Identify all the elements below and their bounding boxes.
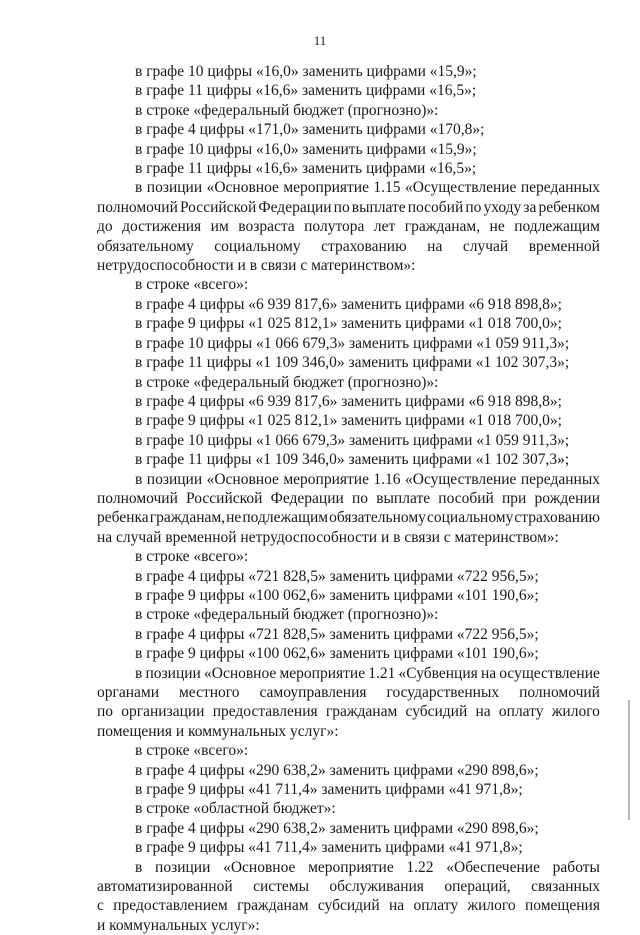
word: страхованию xyxy=(514,509,600,527)
word: гражданам, xyxy=(149,509,226,527)
text-line: в графе 10 цифры «16,0» заменить цифрами «15,9»; xyxy=(135,140,477,158)
word: 1.16 xyxy=(373,470,401,488)
text-line: в графе 9 цифры «41 711,4» заменить цифрами «41 971,8»; xyxy=(135,839,523,857)
text-line: в графе 11 цифры «1 109 346,0» заменить цифрами «1 102 307,3»; xyxy=(135,354,570,372)
word: самоуправления xyxy=(259,684,367,701)
word: по xyxy=(97,703,114,721)
text-line: в строке «всего»: xyxy=(135,742,249,760)
scan-edge-mark xyxy=(628,700,630,820)
word: ребенком xyxy=(538,198,600,216)
word: лет xyxy=(373,218,396,236)
word: позиции xyxy=(146,470,203,488)
word: обязательному xyxy=(329,509,426,527)
word: Российской xyxy=(179,198,257,216)
text-line xyxy=(97,877,600,896)
text-line: в строке «федеральный бюджет (прогнозно)»: xyxy=(135,606,439,624)
text-line: в строке «областной бюджет»: xyxy=(135,800,336,818)
text-line: в графе 9 цифры «100 062,6» заменить цифрами «101 190,6»; xyxy=(135,586,539,604)
word: осуществление xyxy=(499,664,600,682)
word: работы xyxy=(552,858,600,876)
word: при xyxy=(502,489,527,507)
word: помещения xyxy=(524,897,600,915)
word: государственных xyxy=(386,684,500,701)
word: мероприятие xyxy=(283,179,369,197)
word: оплату xyxy=(498,703,544,721)
word: на xyxy=(475,703,491,721)
word: обслуживания xyxy=(329,878,424,896)
text-line: в графе 9 цифры «41 711,4» заменить цифрами «41 971,8»; xyxy=(135,781,523,799)
word: выплате xyxy=(351,198,406,216)
text-line: в графе 11 цифры «1 109 346,0» заменить цифрами «1 102 307,3»; xyxy=(135,451,570,469)
word: в xyxy=(135,858,143,876)
word: «Обеспечение xyxy=(446,858,540,876)
text-line: на случай временной нетрудоспособности и в связи с материнством»: xyxy=(97,528,559,546)
word: ребенка xyxy=(97,509,149,527)
word: Федерации xyxy=(258,198,332,216)
word: связанных xyxy=(531,878,600,896)
word: гражданам xyxy=(237,897,309,915)
text-line: в графе 9 цифры «1 025 812,1» заменить цифрами «1 018 700,0»; xyxy=(135,315,562,333)
text-line xyxy=(97,178,600,197)
word: автоматизированной xyxy=(97,878,233,896)
word: позиции xyxy=(145,664,201,682)
word: Федерации xyxy=(270,489,344,507)
word: социальному xyxy=(426,509,514,527)
word: в xyxy=(135,179,143,197)
word: жилого xyxy=(467,897,516,915)
word: 1.21 xyxy=(368,664,396,682)
text-line: в графе 9 цифры «1 025 812,1» заменить цифрами «1 018 700,0»; xyxy=(135,412,562,430)
word: переданных xyxy=(520,179,600,197)
text-line: в графе 11 цифры «16,6» заменить цифрами «16,5»; xyxy=(135,82,477,100)
text-line: в графе 4 цифры «721 828,5» заменить цифрами «722 956,5»; xyxy=(135,625,539,643)
word: не xyxy=(489,218,505,236)
page-number: 11 xyxy=(313,33,327,48)
text-line: в строке «всего»: xyxy=(135,276,249,294)
word: подлежащим xyxy=(242,509,329,527)
word: мероприятие xyxy=(308,858,394,876)
word: «Основное xyxy=(206,179,279,197)
text-line: в графе 4 цифры «290 638,2» заменить цифрами «290 898,6»; xyxy=(135,761,539,779)
word: на xyxy=(427,237,443,255)
word: временной xyxy=(528,237,600,255)
word: 1.22 xyxy=(406,858,434,876)
word: с xyxy=(97,897,104,915)
word: страхованию xyxy=(321,237,407,255)
text-line: в строке «федеральный бюджет (прогнозно)»: xyxy=(135,101,439,119)
text-line xyxy=(97,489,600,508)
text-line: нетрудоспособности и в связи с материнством»: xyxy=(97,257,416,275)
word: полномочий xyxy=(97,198,178,216)
text-line xyxy=(97,198,600,217)
word: «Субвенция xyxy=(398,664,478,682)
text-line: в графе 4 цифры «6 939 817,6» заменить цифрами «6 918 898,8»; xyxy=(135,392,562,410)
text-line: в графе 10 цифры «16,0» заменить цифрами «15,9»; xyxy=(135,63,477,80)
text-line: в графе 4 цифры «721 828,5» заменить цифрами «722 956,5»; xyxy=(135,567,539,585)
word: «Основное xyxy=(223,858,296,876)
word: позиции xyxy=(155,858,211,876)
word: оплату xyxy=(413,897,459,915)
word: случай xyxy=(462,237,509,255)
word: за xyxy=(523,198,537,216)
text-line: в графе 4 цифры «6 939 817,6» заменить цифрами «6 918 898,8»; xyxy=(135,295,562,313)
word: достижения xyxy=(122,218,202,236)
text-line: в строке «федеральный бюджет (прогнозно)»: xyxy=(135,373,439,391)
word: пособий xyxy=(438,489,494,507)
word: обязательному xyxy=(97,237,194,255)
word: гражданам xyxy=(325,703,398,721)
word: субсидий xyxy=(317,897,380,915)
word: местного xyxy=(179,684,240,701)
document-body xyxy=(97,62,600,935)
word: мероприятие xyxy=(279,664,366,682)
word: 1.15 xyxy=(373,179,401,197)
word: рождении xyxy=(534,489,600,507)
word: жилого xyxy=(551,703,600,721)
word: «Основное xyxy=(206,470,279,488)
word: операций, xyxy=(444,878,511,896)
text-line xyxy=(97,664,600,683)
word: возраста xyxy=(238,218,295,236)
word: организации xyxy=(121,703,205,721)
text-line: в графе 10 цифры «1 066 679,3» заменить цифрами «1 059 911,3»; xyxy=(135,431,570,449)
word: в xyxy=(135,664,143,682)
text-line: в графе 4 цифры «171,0» заменить цифрами «170,8»; xyxy=(135,121,485,139)
word: «Осуществление xyxy=(405,470,517,488)
text-line: помещения и коммунальных услуг»: xyxy=(97,722,339,740)
text-line xyxy=(97,508,600,527)
text-line xyxy=(97,237,600,256)
word: на xyxy=(480,664,497,682)
word: органами xyxy=(97,684,160,701)
word: на xyxy=(388,897,405,915)
word: гражданам, xyxy=(404,218,481,236)
text-line xyxy=(97,702,600,721)
text-line xyxy=(97,470,600,489)
word: предоставлением xyxy=(113,897,228,915)
word: подлежащим xyxy=(514,218,600,236)
word: выплате xyxy=(376,489,431,507)
word: полномочий xyxy=(519,684,600,701)
text-line: в графе 9 цифры «100 062,6» заменить цифрами «101 190,6»; xyxy=(135,645,539,663)
word: полутора xyxy=(304,218,365,236)
word: мероприятие xyxy=(283,470,369,488)
word: по xyxy=(351,489,369,507)
text-line: и коммунальных услуг»: xyxy=(97,916,260,934)
text-line: в графе 4 цифры «290 638,2» заменить цифрами «290 898,6»; xyxy=(135,819,539,837)
word: полномочий xyxy=(97,489,178,507)
text-line xyxy=(97,217,600,236)
word: социальному xyxy=(214,237,301,255)
text-line xyxy=(97,858,600,877)
word: пособий xyxy=(407,198,464,216)
word: в xyxy=(135,470,143,488)
word: не xyxy=(226,509,242,527)
text-line xyxy=(97,683,600,702)
word: по xyxy=(333,198,350,216)
word: системы xyxy=(253,878,309,896)
text-line: в графе 10 цифры «1 066 679,3» заменить цифрами «1 059 911,3»; xyxy=(135,334,570,352)
text-line xyxy=(97,896,600,915)
word: «Основное xyxy=(204,664,277,682)
text-line: в строке «всего»: xyxy=(135,548,249,566)
word: Российской xyxy=(186,489,263,507)
word: «Осуществление xyxy=(405,179,517,197)
word: предоставления xyxy=(212,703,318,721)
word: им xyxy=(210,218,229,236)
word: до xyxy=(97,218,113,236)
word: переданных xyxy=(520,470,600,488)
word: уходу xyxy=(483,198,522,216)
word: субсидий xyxy=(405,703,468,721)
word: по xyxy=(465,198,482,216)
text-line: в графе 11 цифры «16,6» заменить цифрами «16,5»; xyxy=(135,160,477,178)
word: позиции xyxy=(146,179,203,197)
